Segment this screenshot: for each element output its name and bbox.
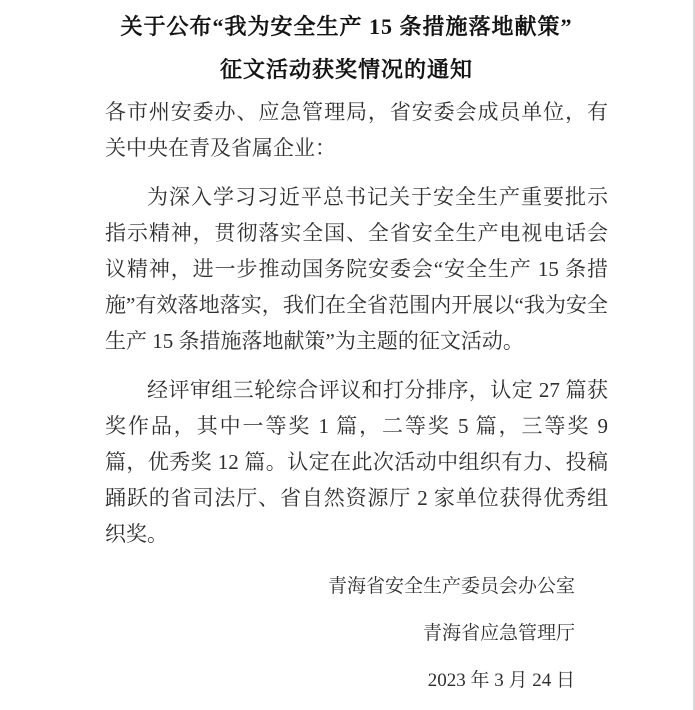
paragraph-background: 为深入学习习近平总书记关于安全生产重要批示指示精神，贯彻落实全国、全省安全生产电视电话会议精神，进一步推动国务院安委会“安全生产 15 条措施”有效落地落实，我们在全省范围内开展以“我为安全生产 15 条措施落地献策”为主题的征文活动。: [105, 185, 608, 353]
title-line-1: 关于公布“我为安全生产 15 条措施落地献策”: [120, 14, 573, 39]
document-title: [0, 0, 693, 91]
paragraph-award-results: 经评审组三轮综合评议和打分排序，认定 27 篇获奖作品，其中一等奖 1 篇，二等奖 5 篇，三等奖 9 篇，优秀奖 12 篇。认定在此次活动中组织有力、投稿踊跃的省司法厅、省自然资源厅 2 家单位获得优秀组织奖。: [105, 378, 608, 546]
salutation: 各市州安委办、应急管理局，省安委会成员单位，有关中央在青及省属企业：: [105, 100, 608, 160]
signature-date: 2023 年 3 月 24 日: [427, 670, 575, 691]
page-right-edge-divider: [691, 0, 693, 710]
signature-block: [328, 563, 575, 704]
signature-org-emergency-management-dept: 青海省应急管理厅: [422, 623, 575, 644]
title-line-2: 征文活动获奖情况的通知: [219, 57, 473, 82]
signature-org-safety-committee-office: 青海省安全生产委员会办公室: [327, 576, 575, 597]
